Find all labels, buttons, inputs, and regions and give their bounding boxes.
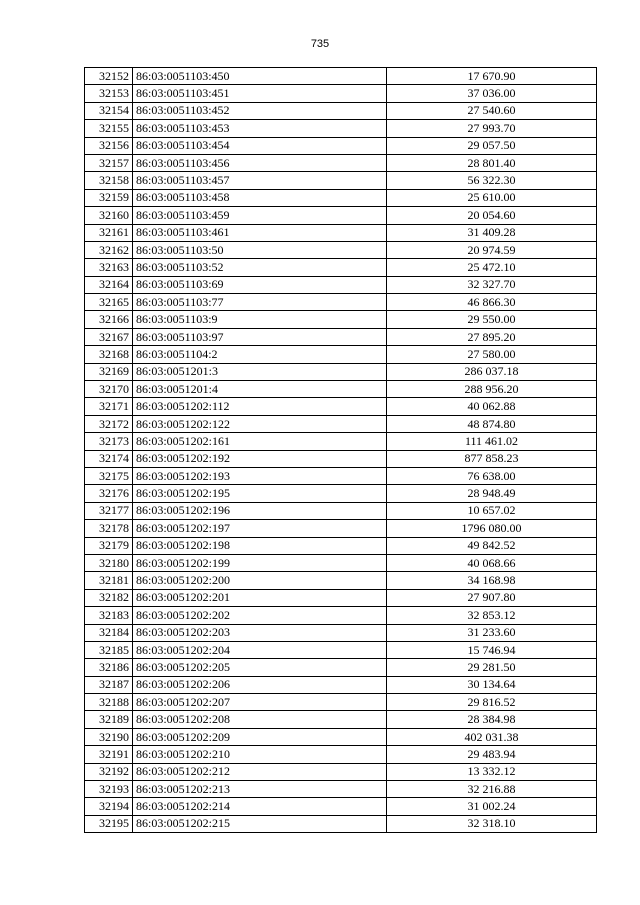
- table-row: [85, 415, 597, 432]
- table-row: [85, 102, 597, 119]
- value-cell: 1796 080.00: [387, 520, 597, 537]
- cadastral-number-cell: 86:03:0051202:206: [133, 676, 387, 693]
- cadastral-number-cell: 86:03:0051202:205: [133, 659, 387, 676]
- cadastral-number-cell: 86:03:0051103:69: [133, 276, 387, 293]
- cadastral-number-cell: 86:03:0051202:203: [133, 624, 387, 641]
- value-cell: 29 816.52: [387, 694, 597, 711]
- table-row: [85, 363, 597, 380]
- table-row: [85, 189, 597, 206]
- cadastral-number-cell: 86:03:0051202:196: [133, 502, 387, 519]
- row-number-cell: 32172: [85, 415, 133, 432]
- table-row: [85, 694, 597, 711]
- row-number-cell: 32152: [85, 68, 133, 85]
- cadastral-number-cell: 86:03:0051103:97: [133, 328, 387, 345]
- table-row: [85, 763, 597, 780]
- table-row: [85, 68, 597, 85]
- cadastral-number-cell: 86:03:0051202:197: [133, 520, 387, 537]
- cadastral-number-cell: 86:03:0051202:208: [133, 711, 387, 728]
- value-cell: 27 540.60: [387, 102, 597, 119]
- value-cell: 28 384.98: [387, 711, 597, 728]
- cadastral-number-cell: 86:03:0051202:199: [133, 554, 387, 571]
- table-row: [85, 172, 597, 189]
- table-row: [85, 241, 597, 258]
- value-cell: 111 461.02: [387, 433, 597, 450]
- value-cell: 402 031.38: [387, 728, 597, 745]
- row-number-cell: 32187: [85, 676, 133, 693]
- value-cell: 32 216.88: [387, 781, 597, 798]
- value-cell: 56 322.30: [387, 172, 597, 189]
- value-cell: 27 993.70: [387, 120, 597, 137]
- value-cell: 288 956.20: [387, 381, 597, 398]
- cadastral-number-cell: 86:03:0051202:214: [133, 798, 387, 815]
- value-cell: 13 332.12: [387, 763, 597, 780]
- row-number-cell: 32192: [85, 763, 133, 780]
- value-cell: 10 657.02: [387, 502, 597, 519]
- value-cell: 27 580.00: [387, 346, 597, 363]
- table-row: [85, 746, 597, 763]
- registry-table: [84, 67, 597, 833]
- row-number-cell: 32189: [85, 711, 133, 728]
- table-row: [85, 728, 597, 745]
- table-row: [85, 294, 597, 311]
- value-cell: 30 134.64: [387, 676, 597, 693]
- table-row: [85, 798, 597, 815]
- table-row: [85, 641, 597, 658]
- value-cell: 29 550.00: [387, 311, 597, 328]
- table-row: [85, 607, 597, 624]
- table-row: [85, 467, 597, 484]
- cadastral-number-cell: 86:03:0051202:212: [133, 763, 387, 780]
- cadastral-number-cell: 86:03:0051202:213: [133, 781, 387, 798]
- table-row: [85, 781, 597, 798]
- value-cell: 27 907.80: [387, 589, 597, 606]
- row-number-cell: 32182: [85, 589, 133, 606]
- row-number-cell: 32175: [85, 467, 133, 484]
- row-number-cell: 32181: [85, 572, 133, 589]
- table-row: [85, 572, 597, 589]
- value-cell: 32 853.12: [387, 607, 597, 624]
- value-cell: 40 068.66: [387, 554, 597, 571]
- value-cell: 28 801.40: [387, 154, 597, 171]
- table-row: [85, 450, 597, 467]
- row-number-cell: 32188: [85, 694, 133, 711]
- table-row: [85, 502, 597, 519]
- table-row: [85, 624, 597, 641]
- table-row: [85, 381, 597, 398]
- row-number-cell: 32163: [85, 259, 133, 276]
- value-cell: 32 327.70: [387, 276, 597, 293]
- value-cell: 40 062.88: [387, 398, 597, 415]
- value-cell: 877 858.23: [387, 450, 597, 467]
- table-row: [85, 554, 597, 571]
- value-cell: 37 036.00: [387, 85, 597, 102]
- value-cell: 76 638.00: [387, 467, 597, 484]
- cadastral-number-cell: 86:03:0051202:198: [133, 537, 387, 554]
- table-row: [85, 815, 597, 832]
- cadastral-number-cell: 86:03:0051202:200: [133, 572, 387, 589]
- cadastral-number-cell: 86:03:0051202:201: [133, 589, 387, 606]
- cadastral-number-cell: 86:03:0051103:9: [133, 311, 387, 328]
- table-row: [85, 711, 597, 728]
- row-number-cell: 32168: [85, 346, 133, 363]
- table-row: [85, 328, 597, 345]
- row-number-cell: 32174: [85, 450, 133, 467]
- value-cell: 49 842.52: [387, 537, 597, 554]
- row-number-cell: 32184: [85, 624, 133, 641]
- cadastral-number-cell: 86:03:0051103:450: [133, 68, 387, 85]
- cadastral-number-cell: 86:03:0051103:77: [133, 294, 387, 311]
- value-cell: 20 974.59: [387, 241, 597, 258]
- value-cell: 31 409.28: [387, 224, 597, 241]
- table-row: [85, 659, 597, 676]
- row-number-cell: 32165: [85, 294, 133, 311]
- value-cell: 20 054.60: [387, 207, 597, 224]
- table-row: [85, 346, 597, 363]
- cadastral-number-cell: 86:03:0051103:459: [133, 207, 387, 224]
- cadastral-number-cell: 86:03:0051201:3: [133, 363, 387, 380]
- row-number-cell: 32155: [85, 120, 133, 137]
- table-row: [85, 485, 597, 502]
- cadastral-number-cell: 86:03:0051103:461: [133, 224, 387, 241]
- table-row: [85, 398, 597, 415]
- value-cell: 29 057.50: [387, 137, 597, 154]
- row-number-cell: 32170: [85, 381, 133, 398]
- value-cell: 25 610.00: [387, 189, 597, 206]
- row-number-cell: 32166: [85, 311, 133, 328]
- value-cell: 29 483.94: [387, 746, 597, 763]
- table-row: [85, 85, 597, 102]
- cadastral-number-cell: 86:03:0051202:193: [133, 467, 387, 484]
- row-number-cell: 32176: [85, 485, 133, 502]
- cadastral-number-cell: 86:03:0051202:161: [133, 433, 387, 450]
- row-number-cell: 32190: [85, 728, 133, 745]
- cadastral-number-cell: 86:03:0051202:210: [133, 746, 387, 763]
- cadastral-number-cell: 86:03:0051202:215: [133, 815, 387, 832]
- cadastral-number-cell: 86:03:0051103:451: [133, 85, 387, 102]
- cadastral-number-cell: 86:03:0051103:52: [133, 259, 387, 276]
- row-number-cell: 32183: [85, 607, 133, 624]
- row-number-cell: 32178: [85, 520, 133, 537]
- cadastral-number-cell: 86:03:0051103:50: [133, 241, 387, 258]
- row-number-cell: 32154: [85, 102, 133, 119]
- row-number-cell: 32157: [85, 154, 133, 171]
- table-row: [85, 224, 597, 241]
- row-number-cell: 32193: [85, 781, 133, 798]
- table-row: [85, 589, 597, 606]
- row-number-cell: 32180: [85, 554, 133, 571]
- cadastral-number-cell: 86:03:0051202:209: [133, 728, 387, 745]
- cadastral-number-cell: 86:03:0051103:457: [133, 172, 387, 189]
- value-cell: 29 281.50: [387, 659, 597, 676]
- table-row: [85, 154, 597, 171]
- row-number-cell: 32158: [85, 172, 133, 189]
- row-number-cell: 32194: [85, 798, 133, 815]
- page-number: 735: [310, 38, 330, 50]
- cadastral-number-cell: 86:03:0051202:202: [133, 607, 387, 624]
- registry-table-body: [85, 68, 597, 833]
- cadastral-number-cell: 86:03:0051103:453: [133, 120, 387, 137]
- row-number-cell: 32177: [85, 502, 133, 519]
- row-number-cell: 32160: [85, 207, 133, 224]
- row-number-cell: 32169: [85, 363, 133, 380]
- cadastral-number-cell: 86:03:0051202:112: [133, 398, 387, 415]
- table-row: [85, 137, 597, 154]
- cadastral-number-cell: 86:03:0051103:456: [133, 154, 387, 171]
- table-row: [85, 276, 597, 293]
- cadastral-number-cell: 86:03:0051202:122: [133, 415, 387, 432]
- row-number-cell: 32186: [85, 659, 133, 676]
- row-number-cell: 32161: [85, 224, 133, 241]
- cadastral-number-cell: 86:03:0051201:4: [133, 381, 387, 398]
- cadastral-number-cell: 86:03:0051103:458: [133, 189, 387, 206]
- row-number-cell: 32195: [85, 815, 133, 832]
- cadastral-number-cell: 86:03:0051202:195: [133, 485, 387, 502]
- value-cell: 48 874.80: [387, 415, 597, 432]
- value-cell: 25 472.10: [387, 259, 597, 276]
- value-cell: 32 318.10: [387, 815, 597, 832]
- row-number-cell: 32191: [85, 746, 133, 763]
- row-number-cell: 32153: [85, 85, 133, 102]
- row-number-cell: 32156: [85, 137, 133, 154]
- value-cell: 34 168.98: [387, 572, 597, 589]
- table-row: [85, 676, 597, 693]
- table-row: [85, 259, 597, 276]
- cadastral-number-cell: 86:03:0051104:2: [133, 346, 387, 363]
- value-cell: 17 670.90: [387, 68, 597, 85]
- value-cell: 27 895.20: [387, 328, 597, 345]
- table-row: [85, 520, 597, 537]
- row-number-cell: 32173: [85, 433, 133, 450]
- table-row: [85, 433, 597, 450]
- row-number-cell: 32162: [85, 241, 133, 258]
- value-cell: 46 866.30: [387, 294, 597, 311]
- cadastral-number-cell: 86:03:0051103:452: [133, 102, 387, 119]
- row-number-cell: 32179: [85, 537, 133, 554]
- cadastral-number-cell: 86:03:0051103:454: [133, 137, 387, 154]
- value-cell: 31 002.24: [387, 798, 597, 815]
- row-number-cell: 32159: [85, 189, 133, 206]
- value-cell: 28 948.49: [387, 485, 597, 502]
- table-row: [85, 311, 597, 328]
- value-cell: 31 233.60: [387, 624, 597, 641]
- row-number-cell: 32164: [85, 276, 133, 293]
- cadastral-number-cell: 86:03:0051202:192: [133, 450, 387, 467]
- cadastral-number-cell: 86:03:0051202:207: [133, 694, 387, 711]
- row-number-cell: 32167: [85, 328, 133, 345]
- row-number-cell: 32185: [85, 641, 133, 658]
- value-cell: 15 746.94: [387, 641, 597, 658]
- value-cell: 286 037.18: [387, 363, 597, 380]
- table-row: [85, 537, 597, 554]
- cadastral-number-cell: 86:03:0051202:204: [133, 641, 387, 658]
- table-row: [85, 120, 597, 137]
- row-number-cell: 32171: [85, 398, 133, 415]
- table-row: [85, 207, 597, 224]
